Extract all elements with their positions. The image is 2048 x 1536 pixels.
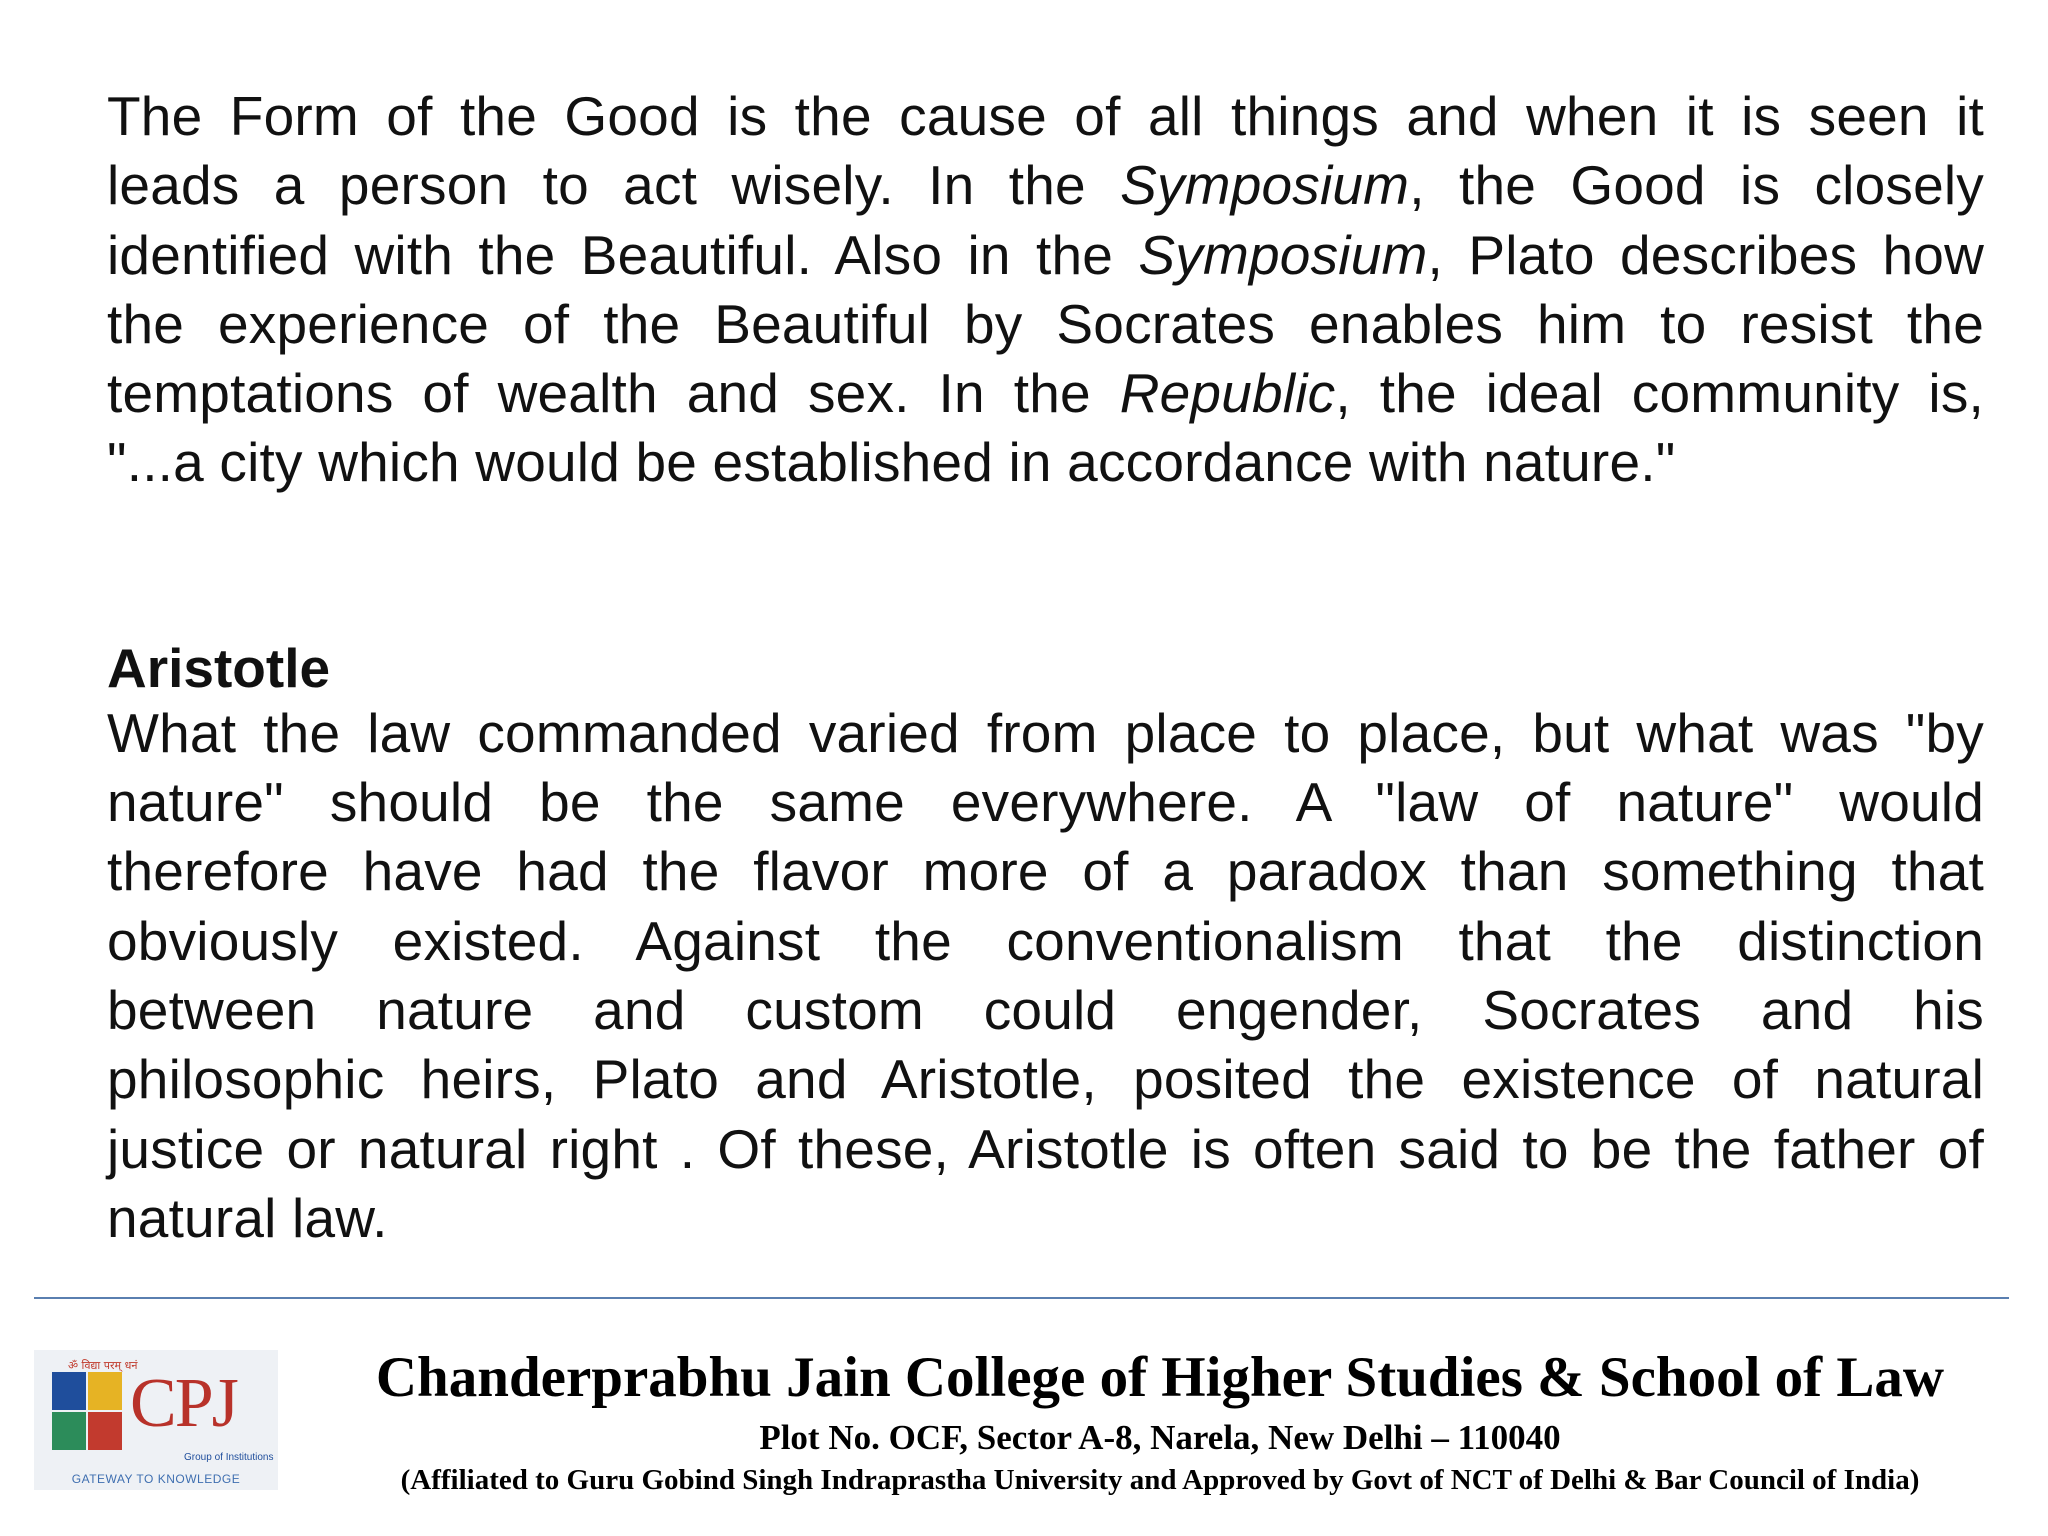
- aristotle-heading: Aristotle: [107, 636, 331, 699]
- college-affiliation: (Affiliated to Guru Gobind Singh Indraprastha University and Approved by Govt of NCT of Delhi & Bar Council of India): [400, 1464, 1920, 1496]
- text-segment: justice or natural right . Of these, Aristotle is often said to be the father of: [107, 1117, 1984, 1180]
- footer-divider: [34, 1297, 2009, 1299]
- college-name: Chanderprabhu Jain College of Higher Studies & School of Law: [375, 1346, 1945, 1409]
- paragraph-line: [107, 359, 1984, 428]
- text-segment: natural law.: [107, 1186, 388, 1249]
- paragraph-line: [107, 1184, 1984, 1253]
- text-segment: , the Good is closely: [1409, 154, 1984, 217]
- paragraph-line: [107, 151, 1984, 220]
- logo-tagline: GATEWAY TO KNOWLEDGE: [71, 1472, 241, 1486]
- paragraph-spacer: [107, 498, 1984, 637]
- text-segment: The Form of the Good is the cause of all things and when it is seen it: [107, 85, 1984, 147]
- college-address: Plot No. OCF, Sector A-8, Narela, New Delhi – 110040: [759, 1418, 1561, 1457]
- paragraph-line: [107, 837, 1984, 906]
- text-segment: , Plato describes how: [1427, 223, 1984, 286]
- slide-body: [107, 82, 1984, 1253]
- paragraph-line: [107, 290, 1984, 359]
- logo-group-text: Group of Institutions: [184, 1452, 274, 1463]
- college-logo: [34, 1350, 278, 1490]
- paragraph-line: [107, 82, 1984, 151]
- italic-title: Symposium: [1138, 223, 1428, 286]
- paragraph-line: [107, 699, 1984, 768]
- text-segment: philosophic heirs, Plato and Aristotle, posited the existence of natural: [107, 1048, 1984, 1111]
- shield-quadrant-icon: [52, 1372, 86, 1410]
- paragraph-line: [107, 428, 1984, 497]
- italic-title: Symposium: [1120, 154, 1410, 217]
- text-segment: therefore have had the flavor more of a paradox than something that: [107, 840, 1984, 903]
- italic-title: Republic: [1119, 362, 1336, 425]
- text-segment: between nature and custom could engender, Socrates and his: [107, 978, 1984, 1041]
- paragraph-line: [107, 221, 1984, 290]
- text-segment: , the ideal community is,: [1335, 362, 1984, 425]
- logo-motto: ॐ विद्या परम् धनं: [68, 1359, 138, 1372]
- shield-quadrant-icon: [88, 1412, 122, 1450]
- aristotle-paragraph: [107, 699, 1984, 1253]
- text-segment: the experience of the Beautiful by Socrates enables him to resist the: [107, 292, 1984, 355]
- paragraph-line: [107, 976, 1984, 1045]
- paragraph-line: [107, 1045, 1984, 1114]
- text-segment: identified with the Beautiful. Also in the: [107, 223, 1139, 286]
- text-segment: temptations of wealth and sex. In the: [107, 362, 1120, 425]
- logo-mark: CPJ: [130, 1365, 237, 1442]
- text-segment: leads a person to act wisely. In the: [107, 154, 1121, 217]
- footer: [0, 1320, 2048, 1536]
- text-segment: What the law commanded varied from place to place, but what was "by: [107, 701, 1984, 764]
- shield-quadrant-icon: [52, 1412, 86, 1450]
- plato-paragraph: [107, 82, 1984, 498]
- shield-quadrant-icon: [88, 1372, 122, 1410]
- text-segment: nature" should be the same everywhere. A "law of nature" would: [107, 771, 1984, 834]
- text-segment: obviously existed. Against the conventionalism that the distinction: [107, 909, 1984, 972]
- text-segment: "...a city which would be established in accordance with nature.": [107, 431, 1676, 494]
- paragraph-line: [107, 907, 1984, 976]
- shield-icon: [52, 1372, 124, 1452]
- paragraph-line: [107, 1115, 1984, 1184]
- paragraph-line: [107, 768, 1984, 837]
